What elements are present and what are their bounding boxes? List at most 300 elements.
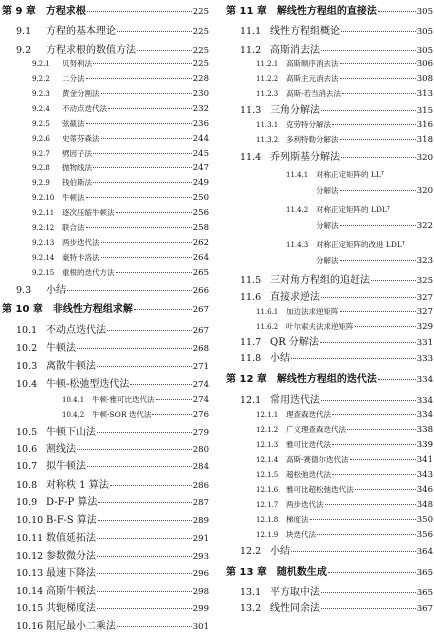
dot-leader — [108, 108, 192, 109]
toc-page-number: 339 — [416, 440, 433, 450]
dot-leader — [97, 366, 192, 367]
dot-leader — [325, 504, 416, 505]
toc-entry-number: 11.7 — [240, 337, 262, 348]
toc-entry[interactable] — [226, 75, 433, 84]
toc-entry-number: 9.2.15 — [32, 269, 55, 277]
toc-entry-title: 对称正定矩阵的改进 LDLᵀ — [316, 240, 406, 249]
toc-page-number: 327 — [416, 293, 433, 303]
toc-entry-title: 共轭梯度法 — [46, 603, 96, 614]
dot-leader — [97, 608, 192, 609]
dot-leader — [340, 190, 416, 191]
toc-entry-number: 10.10 — [16, 515, 44, 526]
toc-page-number: 305 — [416, 46, 433, 56]
toc-page-number: 365 — [416, 588, 433, 598]
toc-entry-title: 直接求逆法 — [270, 292, 320, 303]
toc-entry[interactable] — [226, 456, 433, 465]
dot-leader — [156, 399, 192, 400]
toc-entry-title: 弦截法 — [62, 119, 85, 128]
toc-entry[interactable] — [226, 171, 433, 179]
toc-entry[interactable] — [2, 209, 209, 218]
toc-chapter[interactable] — [226, 568, 433, 578]
toc-page-number: 323 — [416, 256, 433, 266]
toc-entry[interactable] — [226, 338, 433, 348]
toc-page-number: 228 — [192, 74, 209, 84]
toc-page-number: 313 — [416, 89, 433, 99]
toc-entry-number: 12.1 — [240, 395, 262, 406]
toc-page-number: 271 — [192, 362, 209, 372]
toc-entry-title: 叶尔索夫法求逆矩阵 — [286, 322, 354, 331]
toc-entry-number: 第 9 章 — [2, 6, 36, 17]
toc-entry-number: 11.4.2 — [286, 206, 309, 214]
toc-entry[interactable] — [2, 462, 209, 472]
toc-entry-title: 牛顿-SOR 迭代法 — [92, 410, 152, 419]
toc-page-number: 276 — [192, 410, 209, 420]
toc-page-number: 244 — [192, 134, 209, 144]
toc-entry[interactable] — [226, 547, 433, 557]
toc-entry-title: 小结 — [46, 285, 66, 296]
toc-entry[interactable] — [2, 27, 209, 37]
toc-page-number: 249 — [192, 178, 209, 188]
dot-leader — [332, 414, 416, 415]
toc-entry-title: 随机数生成 — [276, 567, 327, 578]
dot-leader — [116, 212, 192, 213]
toc-entry[interactable] — [226, 441, 433, 450]
toc-page-number: 331 — [416, 338, 433, 348]
toc-entry[interactable] — [226, 531, 433, 540]
toc-entry[interactable] — [2, 516, 209, 526]
dot-leader — [117, 626, 192, 627]
dot-leader — [77, 348, 192, 349]
toc-page-number: 265 — [192, 268, 209, 278]
dot-leader — [67, 290, 192, 291]
toc-entry-title: 对称正定矩阵的 LDLᵀ — [316, 205, 391, 214]
toc-entry[interactable] — [226, 60, 433, 69]
toc-entry[interactable] — [226, 106, 433, 116]
toc-entry-number: 9.2.1 — [32, 60, 50, 68]
toc-entry-number: 9.2.5 — [32, 120, 50, 128]
toc-chapter[interactable] — [2, 305, 209, 315]
dot-leader — [321, 608, 416, 609]
toc-page-number: 298 — [192, 587, 209, 597]
toc-chapter[interactable] — [226, 7, 433, 17]
dot-leader — [97, 573, 192, 574]
toc-entry[interactable] — [226, 27, 433, 37]
toc-entry-number: 11.8 — [240, 353, 262, 364]
toc-entry[interactable] — [226, 90, 433, 99]
dot-leader — [98, 520, 192, 521]
toc-entry-title: 方程求根的数值方法 — [46, 45, 136, 56]
toc-entry[interactable] — [2, 552, 209, 562]
dot-leader — [321, 592, 416, 593]
toc-chapter[interactable] — [226, 375, 433, 385]
toc-entry-title: 克劳特分解法 — [286, 120, 331, 129]
dot-leader — [97, 591, 192, 592]
toc-entry-title: 两步迭代法 — [62, 238, 100, 247]
toc-page-number: 334 — [416, 396, 433, 406]
toc-entry-number: 9.2.10 — [32, 194, 55, 202]
toc-entry-number: 第 11 章 — [226, 6, 267, 17]
toc-entry[interactable] — [2, 120, 209, 129]
dot-leader — [332, 444, 416, 445]
toc-entry-number: 12.1.4 — [256, 456, 279, 464]
toc-entry[interactable] — [2, 135, 209, 144]
toc-entry-title: 抛物线法 — [62, 163, 92, 172]
dot-leader — [152, 414, 191, 415]
toc-page-number: 356 — [416, 530, 433, 540]
toc-page-number: 258 — [192, 223, 209, 233]
toc-entry-title: 阻尼最小二乘法 — [46, 621, 116, 632]
toc-entry-title: 离散牛顿法 — [46, 361, 96, 372]
toc-entry-number: 9.2.7 — [32, 150, 50, 158]
toc-page-number: 256 — [192, 208, 209, 218]
toc-entry[interactable] — [2, 269, 209, 278]
dot-leader — [291, 358, 416, 359]
toc-entry[interactable] — [2, 60, 209, 69]
toc-page-number: 293 — [192, 552, 209, 562]
toc-entry-title: 广义理查森迭代法 — [286, 425, 346, 434]
dot-leader — [321, 297, 416, 298]
toc-entry[interactable] — [2, 179, 209, 188]
toc-entry[interactable] — [226, 323, 433, 332]
toc-entry-title: 黄金分割法 — [62, 89, 100, 98]
dot-leader — [340, 260, 416, 261]
toc-entry-title: 不动点迭代法 — [62, 104, 107, 113]
toc-entry[interactable] — [2, 534, 209, 544]
toc-entry-title: D-F-P 算法 — [46, 497, 98, 508]
toc-entry[interactable] — [2, 428, 209, 438]
toc-entry-title: 对称秩 1 算法 — [46, 480, 109, 491]
toc-page-number: 287 — [192, 498, 209, 508]
toc-page-number: 225 — [192, 7, 209, 17]
toc-entry[interactable] — [226, 136, 433, 145]
dot-leader — [87, 11, 192, 12]
toc-entry-number: 9.2.13 — [32, 239, 55, 247]
toc-page-number: 320 — [416, 186, 433, 196]
toc-entry-number: 11.2.3 — [256, 90, 279, 98]
toc-entry[interactable] — [226, 276, 433, 286]
toc-chapter[interactable] — [2, 7, 209, 17]
toc-entry-number: 13.2 — [240, 603, 262, 614]
toc-entry-title: 分解法 — [316, 221, 339, 230]
toc-entry[interactable] — [226, 206, 433, 214]
toc-entry-title: 高斯-若当消去法 — [286, 89, 342, 98]
dot-leader — [378, 11, 416, 12]
toc-page-number: 305 — [416, 27, 433, 37]
dot-leader — [321, 110, 416, 111]
toc-page-number: 284 — [192, 462, 209, 472]
toc-entry-title: 拟牛顿法 — [46, 461, 86, 472]
toc-entry[interactable] — [2, 396, 209, 405]
toc-entry[interactable] — [226, 308, 433, 317]
dot-leader — [291, 551, 416, 552]
dot-leader — [130, 384, 191, 385]
toc-entry-title: 方程求根 — [45, 6, 86, 17]
toc-entry-title: B-F-S 算法 — [46, 515, 97, 526]
toc-entry[interactable] — [2, 194, 209, 203]
toc-entry[interactable] — [2, 164, 209, 173]
toc-entry[interactable] — [226, 257, 433, 266]
toc-entry[interactable] — [2, 254, 209, 263]
toc-entry[interactable] — [2, 326, 209, 336]
dot-leader — [93, 153, 192, 154]
toc-entry-number: 10.13 — [16, 568, 44, 579]
toc-entry[interactable] — [226, 426, 433, 435]
toc-page-number: 350 — [416, 515, 433, 525]
toc-page-number: 315 — [416, 106, 433, 116]
toc-entry-title: 三角分解法 — [270, 105, 320, 116]
toc-entry-number: 10.12 — [16, 551, 44, 562]
toc-page-number: 266 — [192, 286, 209, 296]
dot-leader — [101, 93, 192, 94]
dot-leader — [134, 309, 192, 310]
toc-page-number: 262 — [192, 238, 209, 248]
toc-entry-number: 11.3.1 — [256, 121, 279, 129]
toc-entry-title: 雅可比迭代法 — [286, 440, 331, 449]
toc-entry-number: 13.1 — [240, 587, 262, 598]
toc-page-number: 250 — [192, 193, 209, 203]
dot-leader — [86, 227, 192, 228]
toc-entry-number: 10.5 — [16, 427, 38, 438]
dot-leader — [341, 31, 416, 32]
toc-entry[interactable] — [226, 354, 433, 364]
dot-leader — [317, 534, 416, 535]
toc-page-number: 289 — [192, 516, 209, 526]
toc-page-number: 316 — [416, 120, 433, 130]
toc-entry-number: 11.6 — [240, 292, 262, 303]
toc-entry-number: 11.1 — [240, 26, 262, 37]
toc-entry-number: 10.1 — [16, 325, 38, 336]
toc-entry-title: 解线性方程组的直接法 — [276, 6, 377, 17]
toc-entry-title: 小结 — [270, 546, 290, 557]
dot-leader — [347, 429, 416, 430]
toc-entry-title: 乔列斯基分解法 — [270, 152, 340, 163]
toc-entry-title: 理查森迭代法 — [286, 410, 331, 419]
toc-entry-title: 二分法 — [62, 74, 85, 83]
toc-entry[interactable] — [226, 187, 433, 196]
toc-entry-number: 9.3 — [16, 285, 32, 296]
toc-entry-title: 块迭代法 — [286, 530, 316, 539]
dot-leader — [87, 466, 192, 467]
toc-entry[interactable] — [2, 224, 209, 233]
dot-leader — [137, 50, 192, 51]
toc-page-number: 230 — [192, 89, 209, 99]
toc-entry-number: 11.2 — [240, 45, 262, 56]
toc-page-number: 280 — [192, 445, 209, 455]
toc-entry-number: 10.11 — [16, 533, 44, 544]
dot-leader — [98, 502, 191, 503]
toc-entry[interactable] — [226, 153, 433, 163]
toc-page-number: 247 — [192, 163, 209, 173]
toc-entry-number: 第 12 章 — [226, 374, 267, 385]
dot-leader — [378, 379, 416, 380]
toc-entry-title: 高斯主元消去法 — [286, 74, 339, 83]
toc-page-number: 306 — [416, 59, 433, 69]
toc-page-number: 232 — [192, 104, 209, 114]
toc-page-number: 225 — [192, 27, 209, 37]
dot-leader — [86, 197, 192, 198]
toc-page-number: 296 — [192, 569, 209, 579]
toc-entry-number: 11.4.3 — [286, 241, 309, 249]
dot-leader — [321, 400, 416, 401]
toc-page-number: 274 — [192, 395, 209, 405]
toc-entry[interactable] — [2, 239, 209, 248]
toc-entry-title: 钱伯斯法 — [62, 178, 92, 187]
dot-leader — [340, 78, 416, 79]
toc-entry-title: 三对角方程组的追赶法 — [270, 275, 370, 286]
toc-entry-number: 9.2.9 — [32, 179, 50, 187]
toc-entry[interactable] — [226, 588, 433, 598]
toc-entry[interactable] — [2, 90, 209, 99]
dot-leader — [321, 50, 416, 51]
toc-entry[interactable] — [2, 150, 209, 159]
dot-leader — [350, 459, 416, 460]
toc-page-number: 264 — [192, 253, 209, 263]
toc-page-number: 279 — [192, 428, 209, 438]
toc-entry-number: 11.3 — [240, 105, 262, 116]
dot-leader — [328, 572, 416, 573]
toc-page-number: 308 — [416, 74, 433, 84]
toc-entry-number: 9.2 — [16, 45, 32, 56]
toc-entry[interactable] — [226, 121, 433, 130]
toc-entry-title: 数值延拓法 — [46, 533, 96, 544]
dot-leader — [341, 157, 416, 158]
toc-entry-title: 梯度法 — [286, 515, 309, 524]
toc-entry-number: 11.4.1 — [286, 171, 309, 179]
toc-page-number: 320 — [416, 153, 433, 163]
toc-entry-title: 小结 — [270, 353, 290, 364]
toc-entry[interactable] — [2, 411, 209, 420]
dot-leader — [355, 489, 416, 490]
toc-entry-number: 12.1.5 — [256, 471, 279, 479]
toc-entry-title: 超松弛迭代法 — [286, 470, 331, 479]
toc-entry-number: 11.5 — [240, 275, 262, 286]
dot-leader — [332, 474, 416, 475]
toc-entry-title: 高斯消去法 — [270, 45, 320, 56]
toc-page-number: 327 — [416, 307, 433, 317]
dot-leader — [93, 167, 192, 168]
toc-entry-number: 9.2.12 — [32, 224, 55, 232]
toc-entry-number: 9.2.11 — [32, 209, 55, 217]
toc-entry-number: 12.1.7 — [256, 501, 279, 509]
toc-entry[interactable] — [2, 604, 209, 614]
toc-entry-title: 牛顿下山法 — [46, 427, 96, 438]
dot-leader — [97, 538, 192, 539]
toc-page-number: 365 — [416, 568, 433, 578]
dot-leader — [97, 432, 192, 433]
toc-entry[interactable] — [2, 286, 209, 296]
toc-entry[interactable] — [2, 498, 209, 508]
toc-entry-number: 9.2.2 — [32, 75, 50, 83]
toc-entry[interactable] — [226, 241, 433, 249]
toc-page-number: 225 — [192, 59, 209, 69]
toc-entry-number: 11.6.2 — [256, 323, 279, 331]
toc-entry[interactable] — [2, 75, 209, 84]
toc-entry[interactable] — [2, 445, 209, 455]
toc-entry-number: 10.16 — [16, 621, 44, 632]
dot-leader — [117, 31, 192, 32]
dot-leader — [340, 139, 416, 140]
toc-entry-number: 10.4 — [16, 379, 38, 390]
toc-entry[interactable] — [226, 411, 433, 420]
toc-page-number: 301 — [192, 622, 209, 632]
toc-entry-number: 9.1 — [16, 26, 32, 37]
toc-entry-number: 10.6 — [16, 444, 38, 455]
toc-entry-number: 9.2.3 — [32, 90, 50, 98]
toc-entry-number: 10.3 — [16, 361, 38, 372]
toc-page-number: 245 — [192, 149, 209, 159]
toc-entry[interactable] — [2, 622, 209, 632]
toc-entry[interactable] — [226, 46, 433, 56]
toc-page-number: 267 — [192, 326, 209, 336]
toc-entry-number: 11.6.1 — [256, 308, 279, 316]
dot-leader — [101, 242, 192, 243]
toc-entry-number: 10.14 — [16, 586, 44, 597]
toc-entry[interactable] — [226, 293, 433, 303]
toc-entry[interactable] — [2, 344, 209, 354]
toc-entry-number: 11.2.1 — [256, 60, 279, 68]
toc-entry-title: 分解法 — [316, 256, 339, 265]
toc-entry-title: 线性方程组概论 — [270, 26, 340, 37]
toc-entry[interactable] — [226, 501, 433, 510]
toc-page-number: 348 — [416, 500, 433, 510]
toc-entry-title: 解线性方程组的迭代法 — [276, 374, 377, 385]
toc-entry-number: 第 13 章 — [226, 567, 267, 578]
toc-entry-title: 加边法求逆矩阵 — [286, 307, 339, 316]
toc-page-number: 334 — [416, 375, 433, 385]
toc-entry-title: 贝努利法 — [62, 59, 92, 68]
toc-entry-number: 11.4 — [240, 152, 262, 163]
toc-entry[interactable] — [2, 105, 209, 114]
dot-leader — [86, 78, 192, 79]
toc-entry[interactable] — [2, 380, 209, 390]
toc-entry-title: 高斯顺序消去法 — [286, 59, 339, 68]
toc-page-number: 341 — [416, 455, 433, 465]
toc-page-number: 343 — [416, 470, 433, 480]
toc-entry[interactable] — [226, 471, 433, 480]
toc-entry[interactable] — [2, 362, 209, 372]
toc-entry[interactable] — [2, 569, 209, 579]
toc-entry-number: 10.8 — [16, 480, 38, 491]
toc-entry[interactable] — [226, 222, 433, 231]
toc-entry-number: 11.2.2 — [256, 75, 279, 83]
toc-entry-number: 12.1.3 — [256, 441, 279, 449]
dot-leader — [116, 272, 192, 273]
toc-page-number: 325 — [416, 276, 433, 286]
toc-page-number: 236 — [192, 119, 209, 129]
toc-entry-title: 牛顿-松弛型迭代法 — [46, 379, 130, 390]
dot-leader — [320, 342, 416, 343]
toc-entry-number: 10.7 — [16, 461, 38, 472]
toc-page-number: 334 — [416, 410, 433, 420]
toc-entry-title: 高斯-赛德尔迭代法 — [286, 455, 349, 464]
dot-leader — [101, 138, 192, 139]
toc-entry-title: 雅可比超松弛迭代法 — [286, 485, 354, 494]
toc-entry-title: 平方取中法 — [270, 587, 320, 598]
toc-page-number: 286 — [192, 481, 209, 491]
toc-entry[interactable] — [2, 481, 209, 491]
toc-entry[interactable] — [226, 516, 433, 525]
dot-leader — [93, 182, 192, 183]
toc-entry[interactable] — [2, 46, 209, 56]
toc-entry[interactable] — [226, 604, 433, 614]
toc-entry-title: 参数微分法 — [46, 551, 96, 562]
dot-leader — [310, 519, 416, 520]
toc-entry[interactable] — [226, 396, 433, 406]
toc-entry-number: 10.15 — [16, 603, 44, 614]
toc-entry[interactable] — [226, 486, 433, 495]
toc-page-number: 291 — [192, 534, 209, 544]
toc-page-number: 367 — [416, 604, 433, 614]
